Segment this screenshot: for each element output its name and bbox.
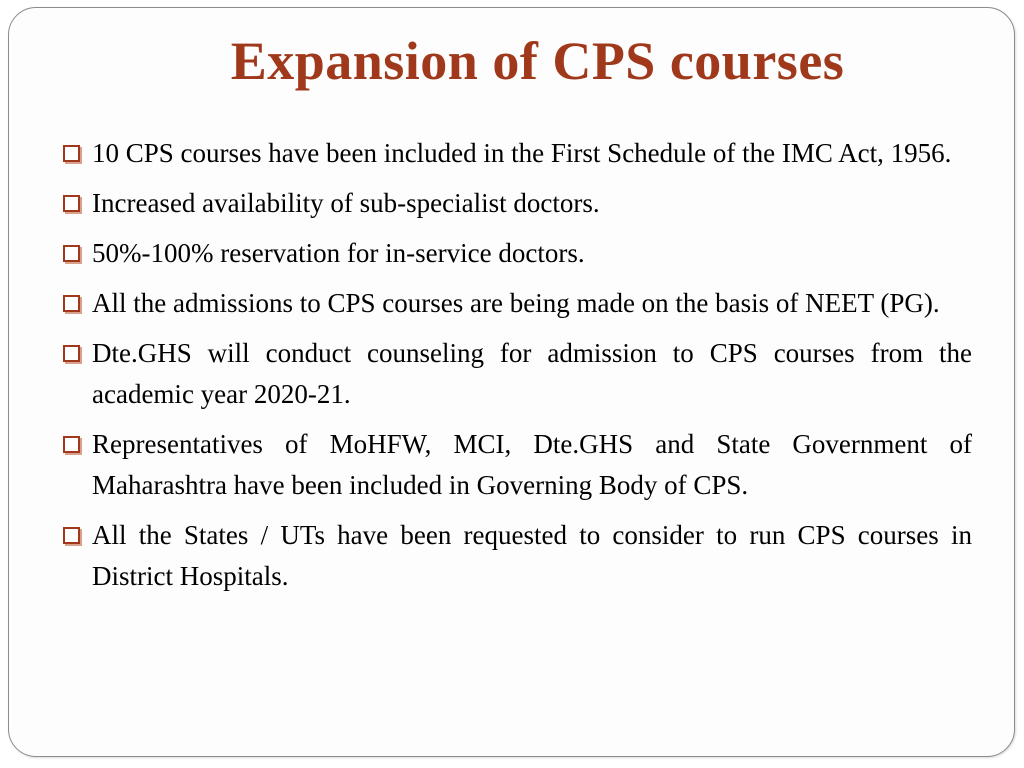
checkbox-square-icon — [63, 527, 80, 544]
bullet-item — [60, 183, 972, 224]
bullet-item — [60, 133, 972, 174]
bullet-text: All the States / UTs have been requested to consider to run CPS courses in District Hospitals. — [92, 520, 972, 591]
bullet-item — [60, 283, 972, 324]
checkbox-square-icon — [63, 345, 80, 362]
checkbox-square-icon — [63, 436, 80, 453]
bullet-text: 50%-100% reservation for in-service doctors. — [92, 238, 585, 268]
checkbox-square-icon — [63, 195, 80, 212]
bullet-list — [60, 133, 972, 606]
bullet-item — [60, 515, 972, 597]
checkbox-square-icon — [63, 295, 80, 312]
bullet-text: Dte.GHS will conduct counseling for admission to CPS courses from the academic year 2020-21. — [92, 338, 972, 409]
bullet-text: Representatives of MoHFW, MCI, Dte.GHS and State Government of Maharashtra have been included in Governing Body of CPS. — [92, 429, 972, 500]
bullet-text: 10 CPS courses have been included in the First Schedule of the IMC Act, 1956. — [92, 138, 952, 168]
bullet-text: All the admissions to CPS courses are being made on the basis of NEET (PG). — [92, 288, 940, 318]
bullet-item — [60, 424, 972, 506]
checkbox-square-icon — [63, 145, 80, 162]
checkbox-square-icon — [63, 245, 80, 262]
bullet-item — [60, 233, 972, 274]
bullet-text: Increased availability of sub-specialist doctors. — [92, 188, 600, 218]
slide-title: Expansion of CPS courses — [230, 31, 845, 91]
bullet-item — [60, 333, 972, 415]
